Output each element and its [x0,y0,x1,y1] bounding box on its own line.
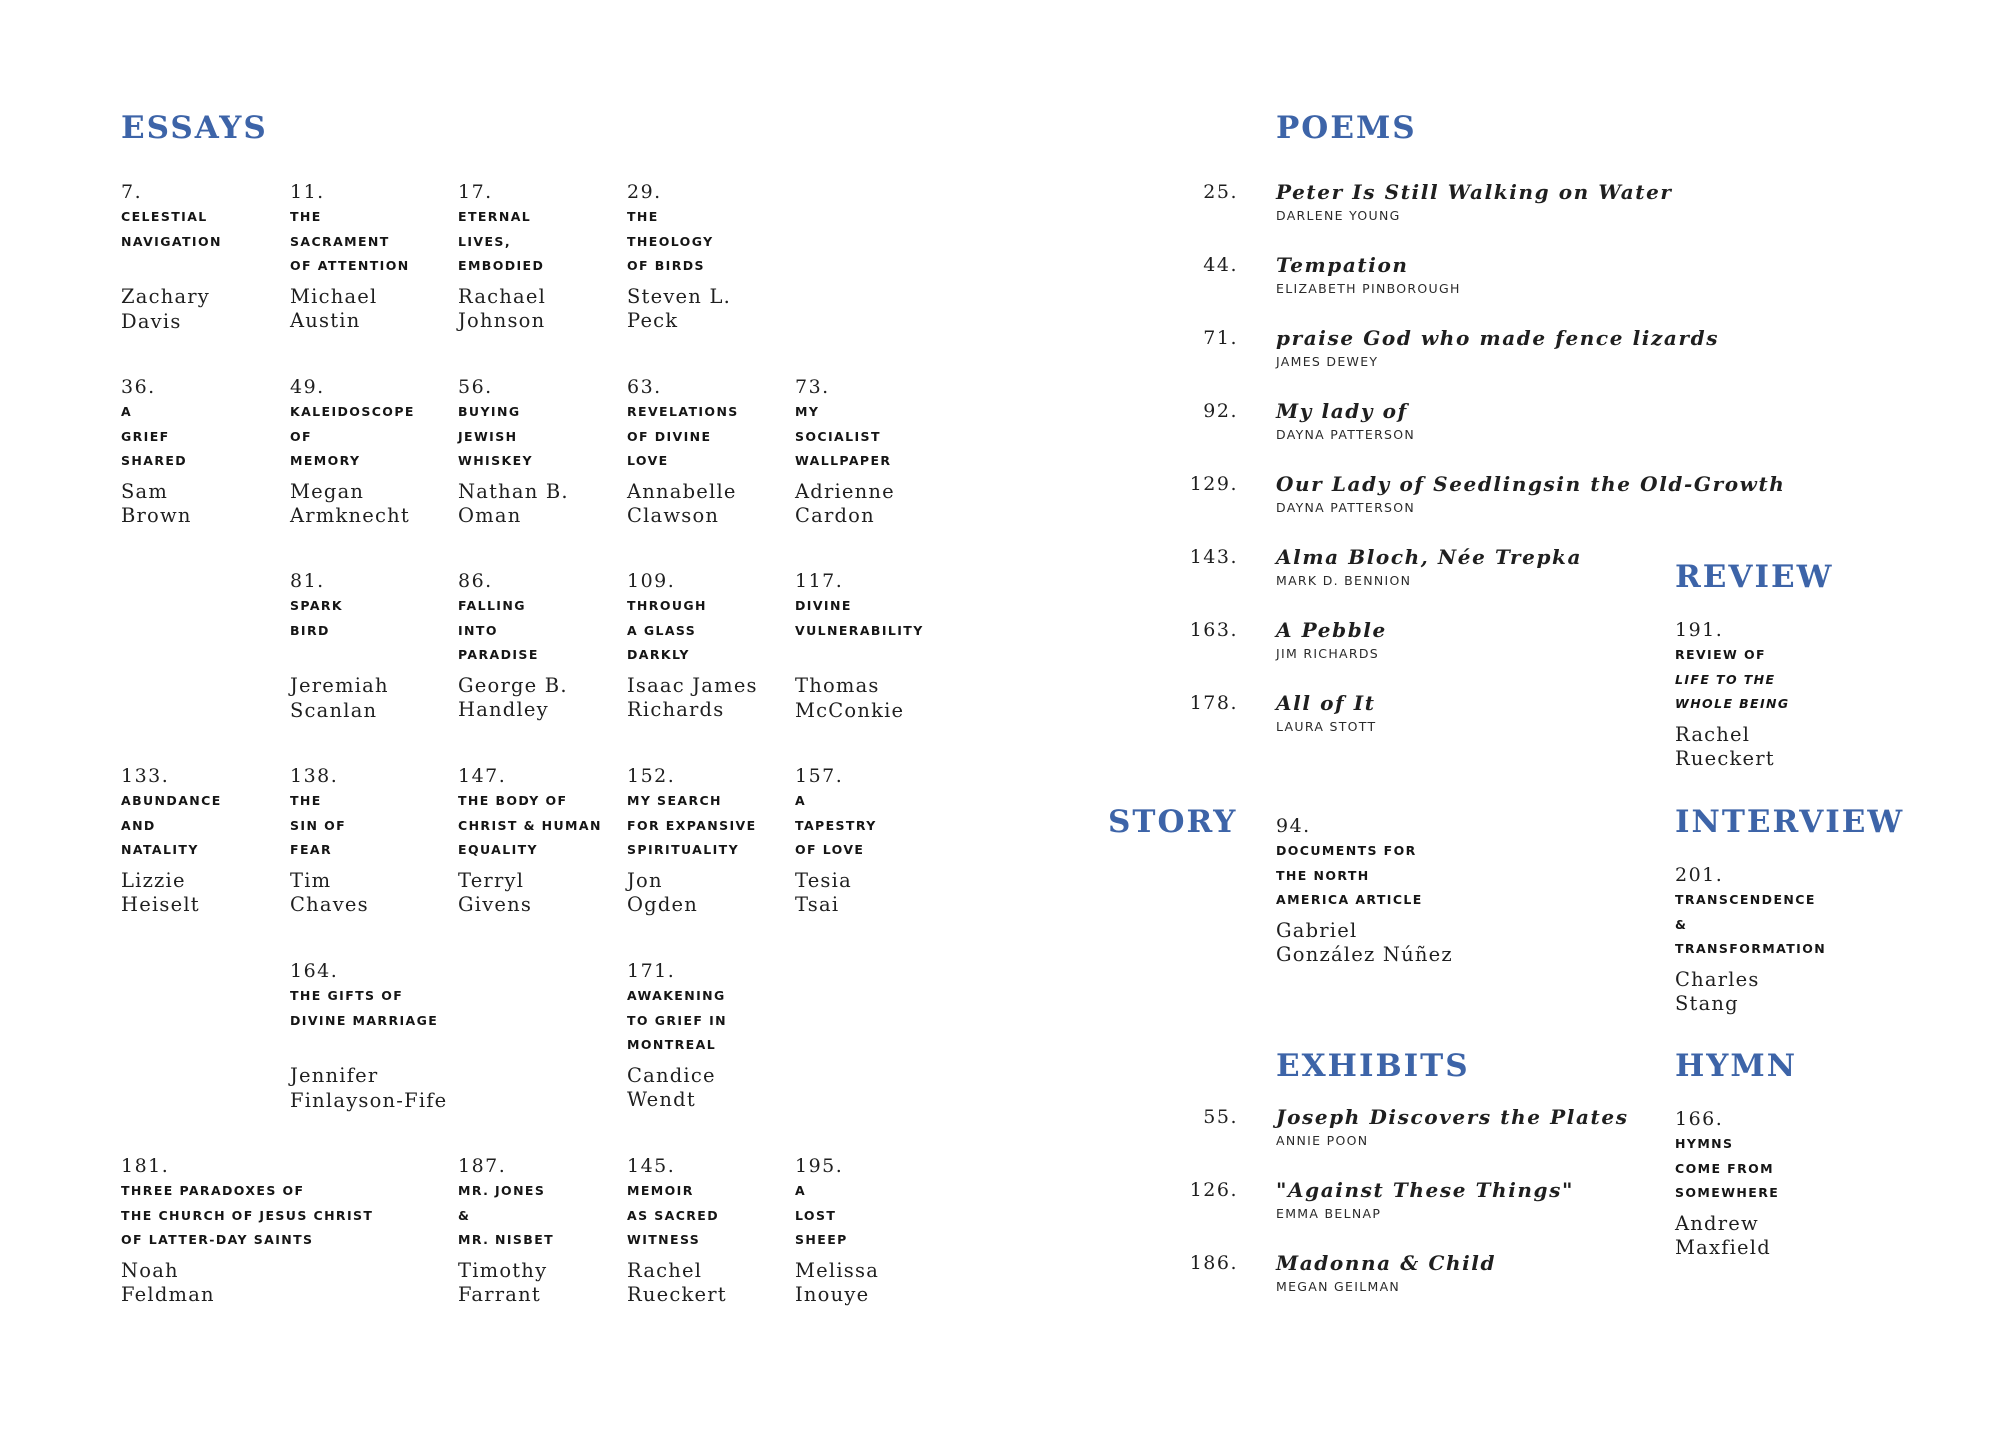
essay-author: Jon Ogden [627,868,699,916]
poem-entry[interactable] [1189,689,1377,737]
poem-title: Tempation [1276,253,1409,277]
essay-entry[interactable] [290,764,369,918]
essay-title: THE SACRAMENT OF ATTENTION [290,209,410,273]
essay-title: A TAPESTRY OF LOVE [795,793,877,857]
exhibit-artist: EMMA BELNAP [1276,1206,1382,1221]
essay-title: AWAKENING TO GRIEF IN MONTREAL [627,988,727,1052]
poem-entry[interactable] [1203,178,1673,226]
essay-entry[interactable] [121,180,222,334]
essays-heading: ESSAYS [121,110,268,146]
essay-title: THREE PARADOXES OF THE CHURCH OF JESUS CHRIST OF LATTER-DAY SAINTS [121,1183,374,1247]
essay-author: Candice Wendt [627,1063,716,1111]
essay-entry[interactable] [290,959,447,1113]
story-title: DOCUMENTS FOR THE NORTH AMERICA ARTICLE [1276,843,1423,907]
essay-title: MY SEARCH FOR EXPANSIVE SPIRITUALITY [627,793,757,857]
poem-entry[interactable] [1189,616,1387,664]
page-number: 17. [458,181,493,203]
essay-author: Nathan B. Oman [458,479,569,527]
essay-entry[interactable] [121,764,222,918]
essay-title: CELESTIAL NAVIGATION [121,209,222,249]
essay-title: MR. JONES & MR. NISBET [458,1183,555,1247]
story-author: Gabriel González Núñez [1276,918,1453,966]
essay-entry[interactable] [627,959,727,1113]
page-number: 166. [1675,1108,1724,1130]
page-number: 191. [1675,619,1724,641]
page-number: 117. [795,570,844,592]
poem-title: All of It [1276,691,1376,715]
essay-entry[interactable] [795,375,895,529]
essay-author: Thomas McConkie [795,674,905,722]
interview-author: Charles Stang [1675,967,1760,1015]
exhibit-entry[interactable] [1189,1176,1575,1224]
essay-title: SPARK BIRD [290,598,344,638]
page-number: 109. [627,570,676,592]
exhibit-title: Joseph Discovers the Plates [1276,1105,1629,1129]
page-number: 81. [290,570,325,592]
essay-author: George B. Handley [458,673,568,721]
review-author: Rachel Rueckert [1675,722,1775,770]
essay-author: Sam Brown [121,479,192,527]
essay-title: FALLING INTO PARADISE [458,598,539,662]
page-number: 195. [795,1155,844,1177]
interview-heading: INTERVIEW [1675,804,1905,840]
page-number: 143. [1189,546,1238,568]
review-title-prefix: REVIEW OF [1675,647,1766,662]
page-number: 7. [121,181,143,203]
essay-entry[interactable] [795,1154,879,1308]
exhibit-entry[interactable] [1203,1103,1629,1151]
poem-author: ELIZABETH PINBOROUGH [1276,281,1461,296]
essay-author: Annabelle Clawson [627,479,737,527]
essay-author: Rachel Rueckert [627,1258,727,1306]
essay-title: KALEIDOSCOPE OF MEMORY [290,404,415,468]
essay-title: REVELATIONS OF DIVINE LOVE [627,404,739,468]
page-number: 163. [1189,619,1238,641]
review-book-title: LIFE TO THE WHOLE BEING [1675,671,1790,711]
page-number: 36. [121,376,156,398]
page-number: 152. [627,765,676,787]
page-number: 133. [121,765,170,787]
essay-entry[interactable] [121,1154,373,1308]
poems-heading: POEMS [1276,110,1417,146]
essay-entry[interactable] [627,569,758,723]
poem-title: My lady of [1276,399,1408,423]
page-number: 63. [627,376,662,398]
story-heading: STORY [1108,804,1238,840]
essay-author: Steven L. Peck [627,284,731,332]
essay-author: Isaac James Richards [627,673,758,721]
page-number: 11. [290,181,325,203]
review-heading: REVIEW [1675,559,1834,595]
page-number: 94. [1276,815,1311,837]
essay-entry[interactable] [627,180,731,334]
poem-author: JIM RICHARDS [1276,646,1380,661]
page-number: 178. [1189,692,1238,714]
essay-title: THE THEOLOGY OF BIRDS [627,209,714,273]
essay-author: Noah Feldman [121,1258,215,1306]
page-number: 157. [795,765,844,787]
essay-author: Terryl Givens [458,868,533,916]
poem-entry[interactable] [1189,543,1583,591]
page-number: 92. [1203,400,1238,422]
essay-title: ETERNAL LIVES, EMBODIED [458,209,545,273]
page-number: 126. [1189,1179,1238,1201]
poem-author: MARK D. BENNION [1276,573,1412,588]
interview-title: TRANSCENDENCE & TRANSFORMATION [1675,892,1827,956]
page-number: 55. [1203,1106,1238,1128]
essay-title: A GRIEF SHARED [121,404,188,468]
essay-author: Adrienne Cardon [795,479,895,527]
poem-entry[interactable] [1203,251,1461,299]
essay-title: BUYING JEWISH WHISKEY [458,404,533,468]
poem-entry[interactable] [1203,397,1416,445]
essay-author: Megan Armknecht [290,479,410,527]
exhibits-heading: EXHIBITS [1276,1048,1470,1084]
page-number: 56. [458,376,493,398]
page-number: 129. [1189,473,1238,495]
essay-title: THE BODY OF CHRIST & HUMAN EQUALITY [458,793,602,857]
page-number: 187. [458,1155,507,1177]
poem-author: DAYNA PATTERSON [1276,427,1416,442]
exhibit-title: "Against These Things" [1276,1178,1575,1202]
page-number: 145. [627,1155,676,1177]
essay-title: A LOST SHEEP [795,1183,848,1247]
poem-title: Our Lady of Seedlingsin the Old-Growth [1276,472,1786,496]
interview-entry[interactable] [1675,863,1826,1017]
poem-author: JAMES DEWEY [1276,354,1379,369]
exhibit-title: Madonna & Child [1276,1251,1497,1275]
exhibit-artist: MEGAN GEILMAN [1276,1279,1401,1294]
poem-author: DAYNA PATTERSON [1276,500,1416,515]
page-number: 25. [1203,181,1238,203]
page-number: 164. [290,960,339,982]
essay-entry[interactable] [458,569,568,723]
essay-author: Melissa Inouye [795,1258,880,1306]
essay-entry[interactable] [458,1154,554,1308]
essay-title: THE GIFTS OF DIVINE MARRIAGE [290,988,439,1028]
hymn-heading: HYMN [1675,1048,1798,1084]
poem-title: Alma Bloch, Née Trepka [1276,545,1583,569]
essay-entry[interactable] [458,180,546,334]
page-number: 147. [458,765,507,787]
essay-title: MEMOIR AS SACRED WITNESS [627,1183,720,1247]
poem-title: A Pebble [1276,618,1387,642]
essay-title: ABUNDANCE AND NATALITY [121,793,222,857]
page-number: 181. [121,1155,170,1177]
essay-entry[interactable] [795,569,924,723]
hymn-author: Andrew Maxfield [1675,1211,1771,1259]
essay-title: THROUGH A GLASS DARKLY [627,598,707,662]
review-entry[interactable] [1675,618,1790,772]
poem-title: praise God who made fence lizards [1276,326,1720,350]
essay-entry[interactable] [290,180,410,334]
page-number: 29. [627,181,662,203]
essay-entry[interactable] [795,764,877,918]
essay-author: Zachary Davis [121,285,211,333]
hymn-entry[interactable] [1675,1107,1779,1261]
poem-entry[interactable] [1203,324,1720,372]
story-entry[interactable] [1276,814,1453,968]
essay-title: DIVINE VULNERABILITY [795,598,924,638]
page-number: 71. [1203,327,1238,349]
page-number: 73. [795,376,830,398]
essay-entry[interactable] [290,375,415,529]
essay-entry[interactable] [627,1154,727,1308]
essay-author: Jennifer Finlayson-Fife [290,1064,448,1112]
essay-title: MY SOCIALIST WALLPAPER [795,404,892,468]
page-number: 201. [1675,864,1724,886]
page-number: 44. [1203,254,1238,276]
essay-entry[interactable] [290,569,389,723]
poem-author: DARLENE YOUNG [1276,208,1401,223]
essay-author: Rachael Johnson [458,284,547,332]
essay-entry[interactable] [458,375,569,529]
essay-entry[interactable] [627,764,757,918]
hymn-title: HYMNS COME FROM SOMEWHERE [1675,1136,1780,1200]
essay-author: Tim Chaves [290,868,369,916]
essay-entry[interactable] [121,375,192,529]
page-number: 138. [290,765,339,787]
exhibit-entry[interactable] [1189,1249,1497,1297]
essay-author: Michael Austin [290,284,378,332]
essay-author: Tesia Tsai [795,868,852,916]
essay-author: Timothy Farrant [458,1258,548,1306]
page-number: 171. [627,960,676,982]
page-number: 49. [290,376,325,398]
essay-entry[interactable] [458,764,602,918]
essay-entry[interactable] [627,375,739,529]
poem-title: Peter Is Still Walking on Water [1276,180,1673,204]
essay-author: Jeremiah Scanlan [290,674,389,722]
poem-author: LAURA STOTT [1276,719,1377,734]
page-number: 186. [1189,1252,1238,1274]
exhibit-artist: ANNIE POON [1276,1133,1369,1148]
page-number: 86. [458,570,493,592]
poem-entry[interactable] [1189,470,1786,518]
essay-title: THE SIN OF FEAR [290,793,347,857]
essay-author: Lizzie Heiselt [121,868,200,916]
